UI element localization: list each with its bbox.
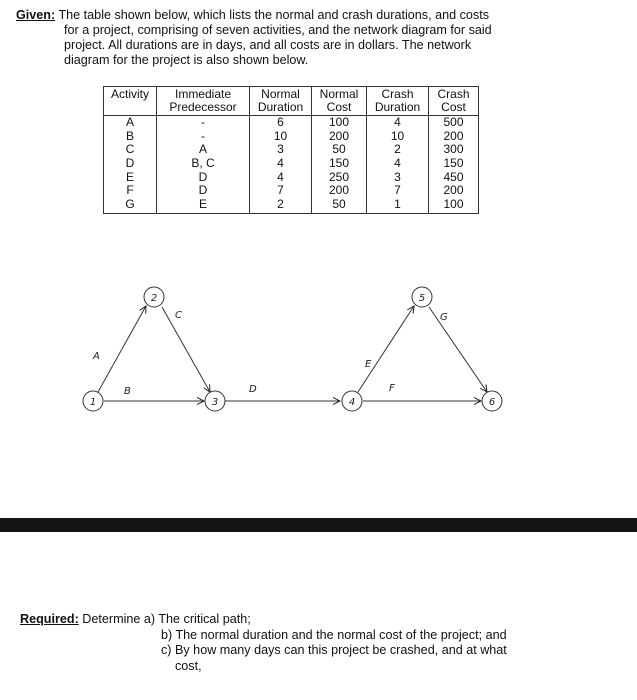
header-crash-duration: Crash Duration	[367, 87, 429, 116]
black-divider-bar	[0, 518, 637, 532]
cell-crash-duration: 4	[367, 116, 429, 130]
edge-c	[162, 307, 210, 392]
cell-normal-cost: 200	[312, 130, 367, 144]
node-5-label: 5	[418, 293, 426, 304]
cell-activity: D	[104, 157, 157, 171]
header-crash-cost: Crash Cost	[429, 87, 479, 116]
node-2-label: 2	[150, 293, 158, 304]
header-predecessor: Immediate Predecessor	[157, 87, 250, 116]
required-label: Required:	[20, 612, 79, 626]
required-line-a	[20, 612, 620, 628]
required-item-c: c) By how many days can this project be crashed, and at what	[161, 643, 507, 657]
cell-activity: B	[104, 130, 157, 144]
cell-crash-duration: 2	[367, 143, 429, 157]
cell-normal-cost: 200	[312, 184, 367, 198]
required-item-c-cont: cost,	[175, 658, 202, 673]
cell-normal-cost: 100	[312, 116, 367, 130]
cell-predecessor: E	[157, 198, 250, 214]
cell-crash-cost: 500	[429, 116, 479, 130]
cell-normal-cost: 50	[312, 198, 367, 214]
cell-predecessor: -	[157, 130, 250, 144]
activity-f-label: F	[389, 383, 395, 394]
given-label: Given:	[16, 8, 56, 22]
activity-g-label: G	[440, 312, 448, 323]
cell-predecessor: D	[157, 170, 250, 184]
cell-activity: C	[104, 143, 157, 157]
cell-predecessor: A	[157, 143, 250, 157]
cell-crash-duration: 4	[367, 157, 429, 171]
activity-e-label: E	[365, 359, 372, 370]
edge-a	[98, 306, 146, 392]
cell-crash-cost: 200	[429, 130, 479, 144]
cell-normal-cost: 150	[312, 157, 367, 171]
cell-crash-cost: 450	[429, 170, 479, 184]
header-normal-cost: Normal Cost	[312, 87, 367, 116]
cell-normal-duration: 2	[250, 198, 312, 214]
cell-normal-duration: 10	[250, 130, 312, 144]
cell-crash-duration: 1	[367, 198, 429, 214]
edge-e	[358, 306, 414, 392]
cell-crash-cost: 100	[429, 198, 479, 214]
cell-normal-cost: 250	[312, 170, 367, 184]
required-section	[20, 612, 620, 674]
node-1-label: 1	[89, 397, 97, 408]
node-6-label: 6	[488, 397, 496, 408]
cell-predecessor: -	[157, 116, 250, 130]
edge-g	[429, 307, 487, 392]
cell-activity: G	[104, 198, 157, 214]
given-line-3: project. All durations are in days, and all costs are in dollars. The network	[64, 38, 472, 52]
cell-crash-cost: 150	[429, 157, 479, 171]
cell-normal-cost: 50	[312, 143, 367, 157]
node-4-label: 4	[348, 397, 356, 408]
cell-crash-duration: 3	[367, 170, 429, 184]
cell-normal-duration: 4	[250, 157, 312, 171]
given-line-2: for a project, comprising of seven activities, and the network diagram for said	[64, 23, 492, 37]
cell-predecessor: B, C	[157, 157, 250, 171]
header-normal-duration: Normal Duration	[250, 87, 312, 116]
cell-activity: A	[104, 116, 157, 130]
activity-b-label: B	[124, 386, 131, 397]
required-item-b: b) The normal duration and the normal cost of the project; and	[161, 627, 507, 642]
cell-crash-duration: 10	[367, 130, 429, 144]
cell-predecessor: D	[157, 184, 250, 198]
cell-crash-cost: 300	[429, 143, 479, 157]
required-item-a: Determine a) The critical path;	[82, 612, 251, 626]
cell-activity: E	[104, 170, 157, 184]
activity-c-label: C	[175, 310, 182, 321]
cell-normal-duration: 6	[250, 116, 312, 130]
node-3-label: 3	[211, 397, 219, 408]
given-line-4: diagram for the project is also shown below.	[64, 53, 309, 67]
activity-d-label: D	[249, 384, 257, 395]
cell-normal-duration: 7	[250, 184, 312, 198]
cell-normal-duration: 4	[250, 170, 312, 184]
given-line-1: The table shown below, which lists the normal and crash durations, and costs	[58, 8, 490, 22]
cell-crash-duration: 7	[367, 184, 429, 198]
cell-crash-cost: 200	[429, 184, 479, 198]
cell-activity: F	[104, 184, 157, 198]
cell-normal-duration: 3	[250, 143, 312, 157]
header-activity: Activity	[104, 87, 157, 116]
activity-a-label: A	[93, 351, 100, 362]
